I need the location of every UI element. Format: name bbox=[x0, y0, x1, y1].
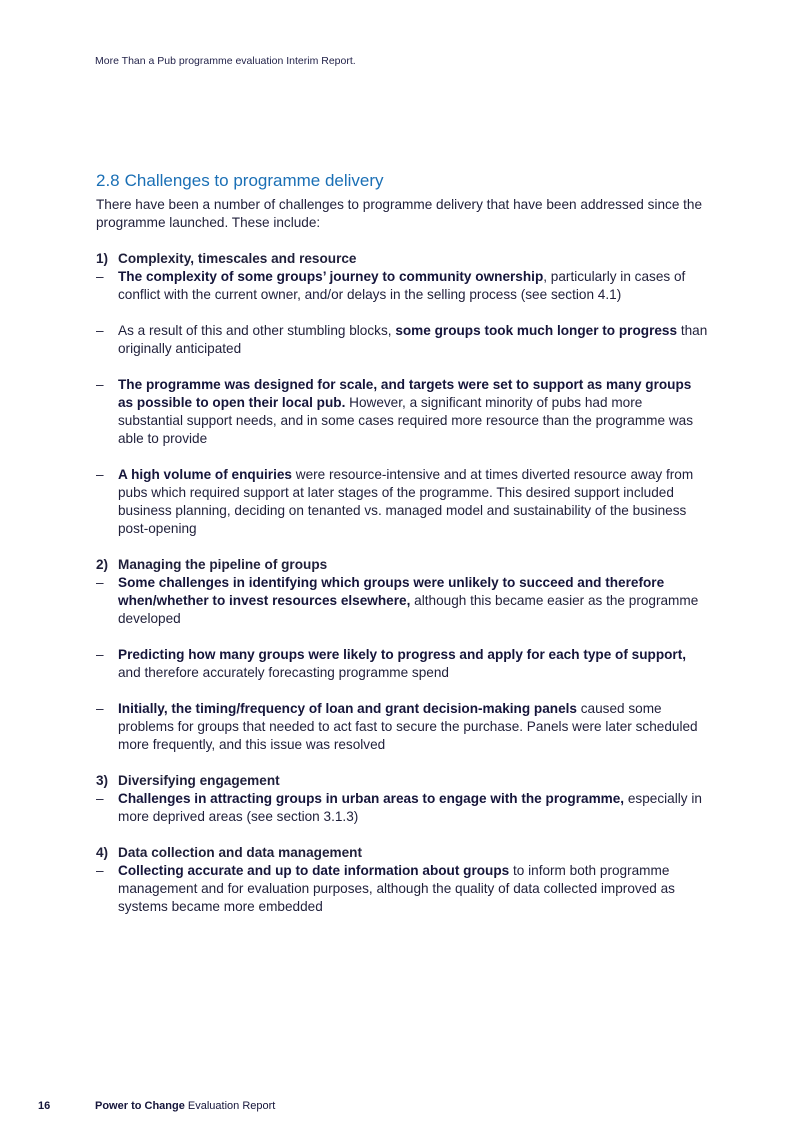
list-item bbox=[96, 646, 708, 682]
running-header: More Than a Pub programme evaluation Interim Report. bbox=[95, 55, 356, 67]
footer-brand: Power to Change bbox=[95, 1100, 185, 1112]
group-heading bbox=[96, 250, 708, 268]
body-text: However, a significant minority of pubs had more substantial support needs, and in some cases required more resource than the programme was able to provide bbox=[118, 395, 694, 446]
bold-phrase: some groups took much longer to progress bbox=[395, 323, 678, 338]
body-text: were resource-intensive and at times diverted resource away from pubs which required support at later stages of the programme. This desired support included business planning, deciding on tenanted vs. managed model and sustainability of the business post-opening bbox=[118, 467, 694, 536]
footer-title bbox=[95, 1100, 275, 1112]
challenge-group-3 bbox=[96, 772, 708, 826]
group-title: Complexity, timescales and resource bbox=[118, 251, 357, 266]
section-number: 2.8 bbox=[96, 171, 120, 190]
body-text: to inform both programme management and for evaluation purposes, although the quality of data collected improved as systems became more embedded bbox=[118, 863, 675, 914]
group-heading bbox=[96, 844, 708, 862]
list-item bbox=[96, 376, 708, 448]
dash-bullet: – bbox=[96, 467, 104, 482]
dash-bullet: – bbox=[96, 701, 104, 716]
body-text: and therefore accurately forecasting programme spend bbox=[118, 665, 449, 680]
list-item bbox=[96, 790, 708, 826]
group-number: 2) bbox=[96, 557, 109, 572]
challenge-group-2 bbox=[96, 556, 708, 754]
body-text: especially in more deprived areas (see section 3.1.3) bbox=[118, 791, 702, 824]
list-item bbox=[96, 466, 708, 538]
bold-phrase: A high volume of enquiries bbox=[118, 467, 292, 482]
challenge-group-4 bbox=[96, 844, 708, 916]
dash-bullet: – bbox=[96, 269, 104, 284]
bold-phrase: Initially, the timing/frequency of loan and grant decision-making panels bbox=[118, 701, 577, 716]
section-title: Challenges to programme delivery bbox=[124, 171, 384, 190]
group-heading bbox=[96, 772, 708, 790]
dash-bullet: – bbox=[96, 647, 104, 662]
group-heading bbox=[96, 556, 708, 574]
list-item bbox=[96, 322, 708, 358]
bold-phrase: The programme was designed for scale, and targets were set to support as many groups as possible to open their local pub. bbox=[118, 377, 692, 410]
intro-paragraph: There have been a number of challenges to programme delivery that have been addressed since the programme launched. These include: bbox=[96, 197, 703, 230]
bold-phrase: Some challenges in identifying which groups were unlikely to succeed and therefore when/whether to invest resources elsewhere, bbox=[118, 575, 665, 608]
list-item bbox=[96, 268, 708, 304]
challenge-group-1 bbox=[96, 250, 708, 538]
group-title: Managing the pipeline of groups bbox=[118, 557, 328, 572]
bold-phrase: The complexity of some groups’ journey to community ownership bbox=[118, 269, 544, 284]
list-item bbox=[96, 862, 708, 916]
bold-phrase: Challenges in attracting groups in urban areas to engage with the programme, bbox=[118, 791, 625, 806]
list-item bbox=[96, 700, 708, 754]
dash-bullet: – bbox=[96, 575, 104, 590]
page-number: 16 bbox=[38, 1100, 51, 1112]
group-number: 4) bbox=[96, 845, 109, 860]
body-text: caused some problems for groups that needed to act fast to secure the purchase. Panels were later scheduled more frequently, and this issue was resolved bbox=[118, 701, 698, 752]
body-text: although this became easier as the programme developed bbox=[118, 593, 699, 626]
footer-report: Evaluation Report bbox=[187, 1100, 276, 1112]
body-text: than originally anticipated bbox=[118, 323, 708, 356]
dash-bullet: – bbox=[96, 323, 104, 338]
group-title: Diversifying engagement bbox=[118, 773, 280, 788]
body-text: As a result of this and other stumbling blocks, bbox=[118, 323, 396, 338]
bold-phrase: Collecting accurate and up to date information about groups bbox=[118, 863, 510, 878]
group-number: 1) bbox=[96, 251, 109, 266]
bold-phrase: Predicting how many groups were likely to progress and apply for each type of support, bbox=[118, 647, 687, 662]
dash-bullet: – bbox=[96, 791, 104, 806]
dash-bullet: – bbox=[96, 377, 104, 392]
section-heading bbox=[96, 170, 708, 192]
group-title: Data collection and data management bbox=[118, 845, 362, 860]
dash-bullet: – bbox=[96, 863, 104, 878]
list-item bbox=[96, 574, 708, 628]
group-number: 3) bbox=[96, 773, 109, 788]
body-text: , particularly in cases of conflict with the current owner, and/or delays in the selling process (see section 4.1) bbox=[118, 269, 686, 302]
section-2-8 bbox=[96, 170, 708, 916]
